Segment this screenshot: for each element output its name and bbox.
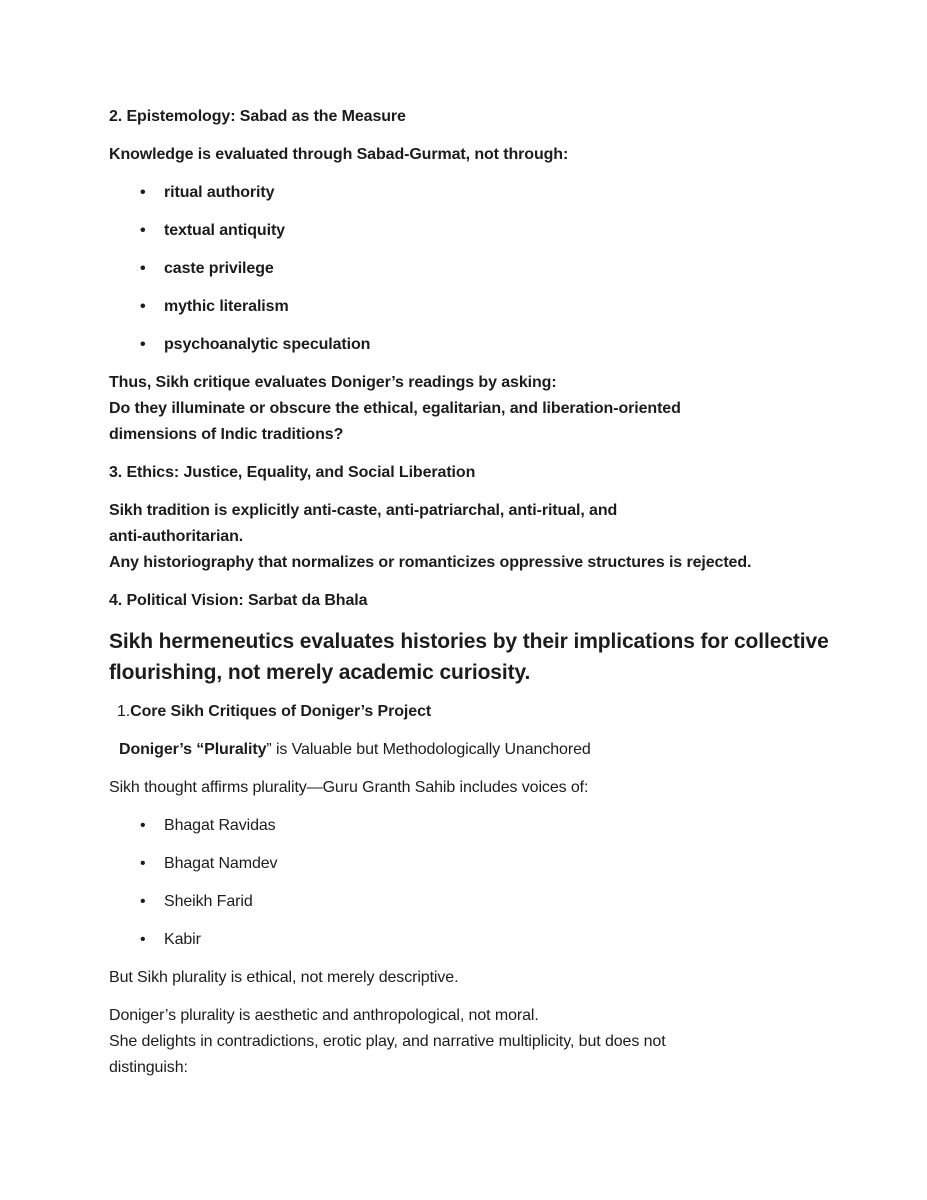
list-item: • Kabir — [109, 927, 827, 953]
list-item: • caste privilege — [109, 256, 827, 282]
text-line: dimensions of Indic traditions? — [109, 426, 344, 443]
paragraph-doniger-plurality — [109, 1003, 827, 1081]
text-line: Any historiography that normalizes or romanticizes oppressive structures is rejected. — [109, 554, 752, 571]
heading-political-vision: 4. Political Vision: Sarbat da Bhala — [109, 592, 368, 609]
core-critiques-title: Core Sikh Critiques of Doniger’s Project — [130, 703, 432, 720]
paragraph-sikh-critique-question — [109, 370, 827, 448]
text-line: distinguish: — [109, 1059, 188, 1076]
subheading-plurality — [109, 737, 827, 763]
paragraph-plurality-intro: Sikh thought affirms plurality—Guru Granth Sahib includes voices of: — [109, 779, 589, 796]
subheading-regular-part: ” is Valuable but Methodologically Unanchored — [266, 741, 591, 758]
heading-sikh-hermeneutics — [109, 626, 827, 688]
heading-ethics: 3. Ethics: Justice, Equality, and Social Liberation — [109, 464, 476, 481]
list-item: • ritual authority — [109, 180, 827, 206]
list-item: • textual antiquity — [109, 218, 827, 244]
text-line: Do they illuminate or obscure the ethical, egalitarian, and liberation-oriented — [109, 400, 681, 417]
list-item: • Bhagat Namdev — [109, 851, 827, 877]
subheading-bold-part: Doniger’s “Plurality — [119, 741, 267, 758]
paragraph-sikh-tradition — [109, 498, 827, 576]
list-number-prefix: 1. — [117, 703, 131, 720]
heading-core-critiques — [109, 699, 827, 725]
list-item: • Bhagat Ravidas — [109, 813, 827, 839]
text-line: Sikh tradition is explicitly anti-caste, anti-patriarchal, anti-ritual, and — [109, 502, 618, 519]
text-line: anti-authoritarian. — [109, 528, 244, 545]
paragraph-ethical-note: But Sikh plurality is ethical, not merely descriptive. — [109, 969, 459, 986]
paragraph-knowledge-intro: Knowledge is evaluated through Sabad-Gurmat, not through: — [109, 146, 569, 163]
list-item: • psychoanalytic speculation — [109, 332, 827, 358]
text-line: Sikh hermeneutics evaluates histories by their implications for collective — [109, 630, 829, 653]
heading-epistemology: 2. Epistemology: Sabad as the Measure — [109, 108, 406, 125]
text-line: She delights in contradictions, erotic play, and narrative multiplicity, but does not — [109, 1033, 666, 1050]
bullet-list-voices — [109, 813, 827, 953]
text-line: flourishing, not merely academic curiosity. — [109, 661, 531, 684]
list-item: • mythic literalism — [109, 294, 827, 320]
list-item: • Sheikh Farid — [109, 889, 827, 915]
text-line: Thus, Sikh critique evaluates Doniger’s readings by asking: — [109, 374, 557, 391]
bullet-list-epistemology — [109, 180, 827, 358]
text-line: Doniger’s plurality is aesthetic and anthropological, not moral. — [109, 1007, 539, 1024]
